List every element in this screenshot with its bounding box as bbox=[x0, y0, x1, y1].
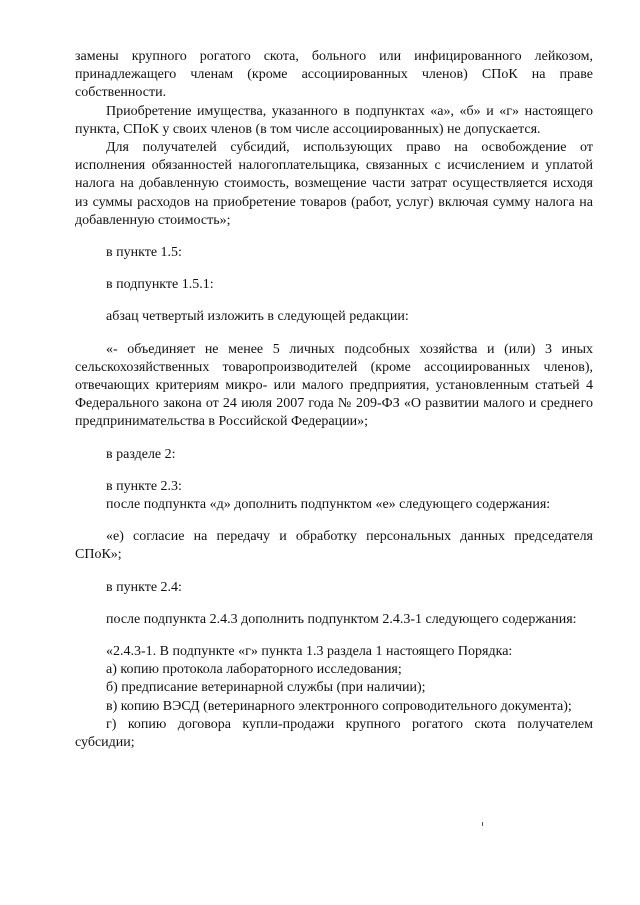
list-item-b: б) предписание ветеринарной службы (при наличии); bbox=[106, 680, 426, 696]
paragraph-unites-farms: «- объединяет не менее 5 личных подсобных хозяйства и (или) 3 иных сельскохозяйственных товаропроизводителей (кроме ассоциированных членов), отвечающих критериям микро- или малого предприятия, установленным статьей 4 Федерального закона от 24 июля 2007 года № 209-ФЗ «О развитии малого и среднего предпринимательства в Российской Федерации»; bbox=[75, 341, 593, 430]
paragraph-consent: «е) согласие на передачу и обработку персональных данных председателя СПоК»; bbox=[75, 529, 593, 563]
paragraph-fourth-indent: абзац четвертый изложить в следующей редакции: bbox=[106, 309, 409, 325]
paragraph-2-4-3-1: «2.4.3-1. В подпункте «г» пункта 1.3 раздела 1 настоящего Порядка: bbox=[106, 644, 513, 660]
list-item-a: а) копию протокола лабораторного исследования; bbox=[106, 662, 402, 678]
paragraph-section-2: в разделе 2: bbox=[106, 446, 176, 462]
paragraph-clause-2-3: в пункте 2.3: bbox=[106, 478, 182, 494]
list-item-g: г) копию договора купли-продажи крупного рогатого скота получателем субсидии; bbox=[75, 716, 593, 751]
paragraph-clause-2-4: в пункте 2.4: bbox=[106, 579, 182, 595]
paragraph-subclause-1-5-1: в подпункте 1.5.1: bbox=[106, 277, 214, 293]
paragraph-property-acquisition: Приобретение имущества, указанного в подпунктах «а», «б» и «г» настоящего пункта, СПоК у своих членов (в том числе ассоциированных) не допускается. bbox=[75, 103, 593, 137]
scan-mark bbox=[482, 822, 483, 826]
paragraph-livestock-replacement: замены крупного рогатого скота, больного или инфицированного лейкозом, принадлежащего членам (кроме ассоциированных членов) СПоК на праве собственности. bbox=[75, 49, 593, 101]
paragraph-add-subclause-e: после подпункта «д» дополнить подпунктом «е» следующего содержания: bbox=[106, 497, 551, 513]
paragraph-add-subclause-2-4-3-1: после подпункта 2.4.3 дополнить подпунктом 2.4.3-1 следующего содержания: bbox=[106, 611, 577, 627]
paragraph-vat-exemption: Для получателей субсидий, использующих право на освобождение от исполнения обязанностей налогоплательщика, связанных с исчислением и уплатой налога на добавленную стоимость, возмещение части затрат осуществляется исходя из суммы расходов на приобретение товаров (работ, услуг) включая сумму налога на добавленную стоимость»; bbox=[75, 140, 593, 228]
paragraph-clause-1-5: в пункте 1.5: bbox=[106, 245, 182, 261]
list-item-v: в) копию ВЭСД (ветеринарного электронного сопроводительного документа); bbox=[106, 698, 572, 714]
document-page bbox=[75, 48, 593, 752]
